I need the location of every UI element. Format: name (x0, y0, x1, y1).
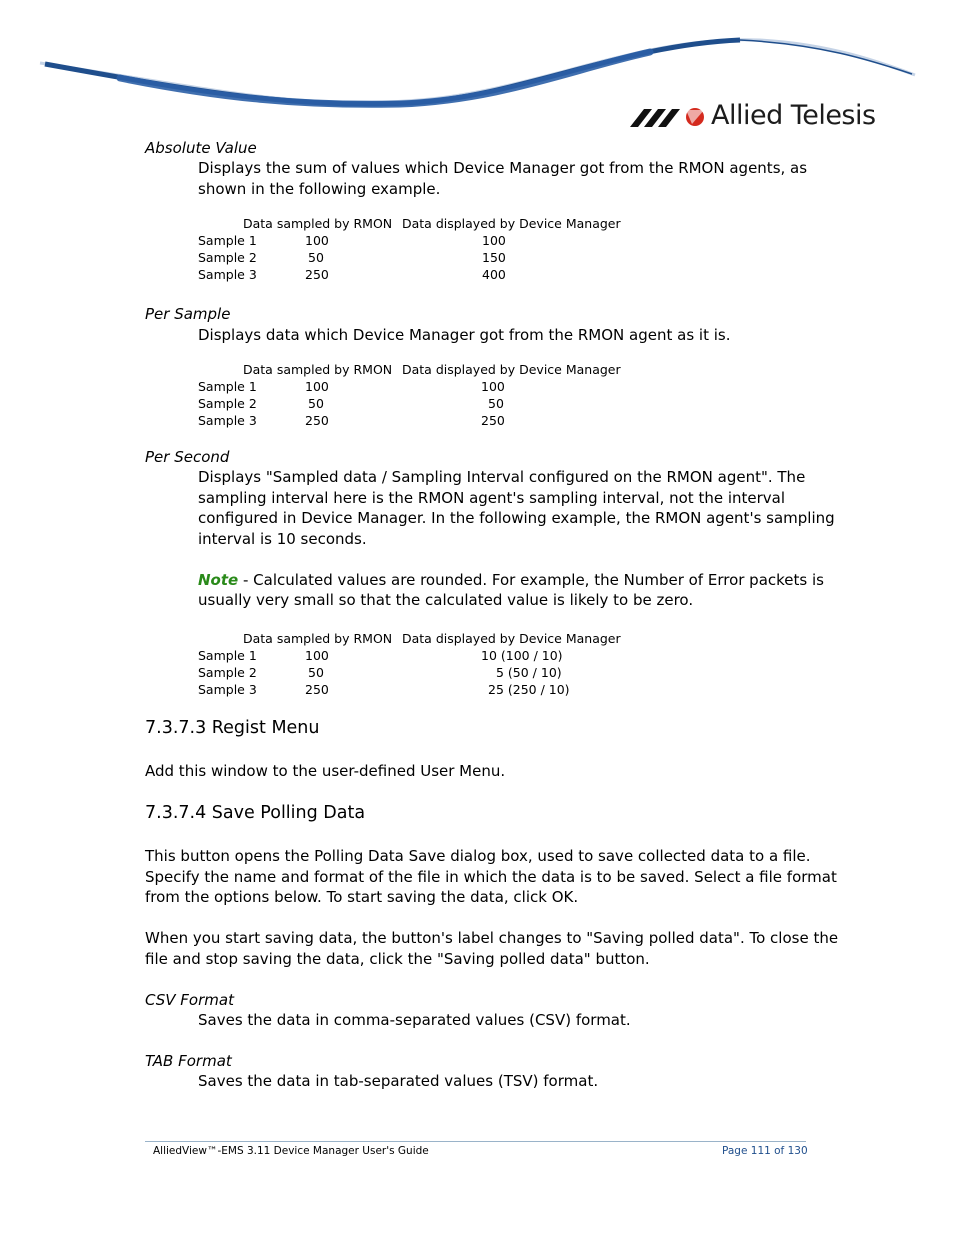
regist-menu-body: Add this window to the user-defined User Menu. (145, 762, 506, 780)
section-heading-save-polling-data: 7.3.7.4 Save Polling Data (145, 803, 366, 823)
table-row-label: Sample 2 (198, 250, 257, 265)
table-row-label: Sample 3 (198, 267, 257, 282)
table-header-displayed: Data displayed by Device Manager (402, 631, 621, 646)
per-second-desc-3: configured in Device Manager. In the following example, the RMON agent's sampling (198, 509, 835, 527)
table-cell-displayed: 5 (50 / 10) (496, 665, 562, 680)
table-cell-displayed: 50 (488, 396, 504, 411)
table-cell-sampled: 100 (305, 379, 329, 394)
table-cell-displayed: 400 (482, 267, 506, 282)
table-cell-sampled: 250 (305, 267, 329, 282)
note-text: - Calculated values are rounded. For example, the Number of Error packets is (238, 571, 824, 589)
save-polling-p2-line2: file and stop saving the data, click the "Saving polled data" button. (145, 950, 650, 968)
table-row-label: Sample 3 (198, 413, 257, 428)
table-row-label: Sample 1 (198, 233, 257, 248)
footer-guide-title: AlliedView™-EMS 3.11 Device Manager User's Guide (153, 1145, 429, 1157)
table-row-label: Sample 1 (198, 379, 257, 394)
table-cell-sampled: 100 (305, 233, 329, 248)
table-cell-displayed: 25 (250 / 10) (488, 682, 570, 697)
absolute-value-desc-2: shown in the following example. (198, 180, 441, 198)
table-row-label: Sample 2 (198, 665, 257, 680)
per-second-desc-1: Displays "Sampled data / Sampling Interval configured on the RMON agent". The (198, 468, 806, 486)
note-line-2: usually very small so that the calculated value is likely to be zero. (198, 591, 694, 609)
term-per-second: Per Second (145, 448, 230, 466)
table-cell-sampled: 250 (305, 413, 329, 428)
term-absolute-value: Absolute Value (145, 139, 257, 157)
table-cell-sampled: 50 (308, 665, 324, 680)
footer-page-number: Page 111 of 130 (722, 1145, 808, 1157)
table-header-sampled: Data sampled by RMON (243, 216, 393, 231)
table-cell-sampled: 50 (308, 396, 324, 411)
term-tab-format: TAB Format (145, 1052, 232, 1070)
table-row-label: Sample 3 (198, 682, 257, 697)
csv-format-desc: Saves the data in comma-separated values (CSV) format. (198, 1011, 631, 1029)
logo-wordmark: Allied Telesis (711, 100, 876, 131)
table-cell-displayed: 10 (100 / 10) (481, 648, 563, 663)
tab-format-desc: Saves the data in tab-separated values (TSV) format. (198, 1072, 599, 1090)
table-header-displayed: Data displayed by Device Manager (402, 362, 621, 377)
table-header-displayed: Data displayed by Device Manager (402, 216, 621, 231)
save-polling-p2-line1: When you start saving data, the button's label changes to "Saving polled data". To close the (145, 929, 839, 947)
table-cell-displayed: 100 (481, 379, 505, 394)
save-polling-p1-line2: Specify the name and format of the file in which the data is to be saved. Select a file format (145, 868, 837, 886)
table-cell-displayed: 100 (482, 233, 506, 248)
table-cell-displayed: 150 (482, 250, 506, 265)
table-cell-sampled: 250 (305, 682, 329, 697)
note-label: Note (198, 571, 239, 589)
table-cell-sampled: 50 (308, 250, 324, 265)
table-row-label: Sample 1 (198, 648, 257, 663)
allied-telesis-logo-mark (630, 100, 710, 134)
per-sample-desc-1: Displays data which Device Manager got from the RMON agent as it is. (198, 326, 731, 344)
save-polling-p1-line1: This button opens the Polling Data Save dialog box, used to save collected data to a file. (145, 847, 811, 865)
table-header-sampled: Data sampled by RMON (243, 362, 393, 377)
table-cell-sampled: 100 (305, 648, 329, 663)
table-row-label: Sample 2 (198, 396, 257, 411)
term-per-sample: Per Sample (145, 305, 231, 323)
per-second-desc-2: sampling interval here is the RMON agent's sampling interval, not the interval (198, 489, 786, 507)
per-second-desc-4: interval is 10 seconds. (198, 530, 367, 548)
footer-divider (145, 1141, 806, 1142)
table-header-sampled: Data sampled by RMON (243, 631, 393, 646)
table-cell-displayed: 250 (481, 413, 505, 428)
save-polling-p1-line3: from the options below. To start saving the data, click OK. (145, 888, 579, 906)
note-line (198, 570, 824, 591)
absolute-value-desc-1: Displays the sum of values which Device Manager got from the RMON agents, as (198, 159, 808, 177)
term-csv-format: CSV Format (145, 991, 234, 1009)
section-heading-regist-menu: 7.3.7.3 Regist Menu (145, 718, 320, 738)
